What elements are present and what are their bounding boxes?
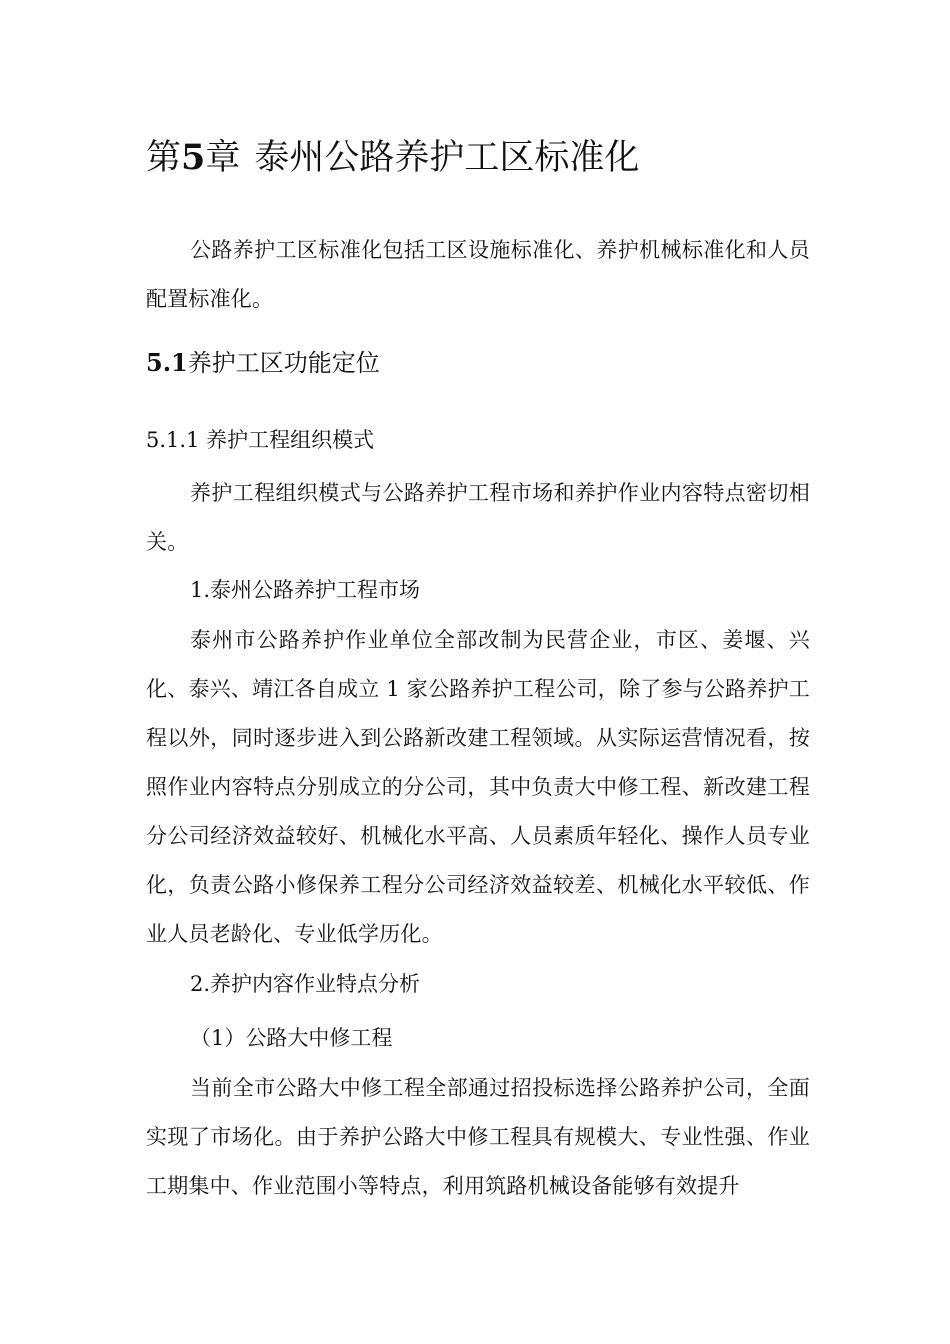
item-heading-analysis: 2.养护内容作业特点分析	[190, 972, 421, 996]
section-number: 5.1	[146, 348, 188, 377]
chapter-prefix: 第	[146, 138, 182, 178]
chapter-title	[146, 134, 639, 182]
paragraph-market: 泰州市公路养护作业单位全部改制为民营企业，市区、姜堰、兴化、泰兴、靖江各自成立 1 家公路养护工程公司，除了参与公路养护工程以外，同时逐步进入到公路新改建工程领域。从实际运营情况看，按照作业内容特点分别成立的分公司，其中负责大中修工程、新改建工程分公司经济效益较好、机械化水平高、人员素质年轻化、操作人员专业化，负责公路小修保养工程分公司经济效益较差、机械化水平较低、作业人员老龄化、专业低学历化。	[146, 628, 810, 946]
section-heading	[146, 343, 380, 383]
chapter-title-text: 泰州公路养护工区标准化	[254, 138, 640, 178]
paragraph-organization-mode: 养护工程组织模式与公路养护工程市场和养护作业内容特点密切相关。	[146, 481, 810, 554]
subsection-heading: 5.1.1 养护工程组织模式	[146, 428, 375, 452]
item-heading-major-repair: （1）公路大中修工程	[190, 1026, 393, 1050]
paragraph-major-repair: 当前全市公路大中修工程全部通过招投标选择公路养护公司，全面实现了市场化。由于养护公路大中修工程具有规模大、专业性强、作业工期集中、作业范围小等特点，利用筑路机械设备能够有效提升	[146, 1076, 810, 1198]
chapter-suffix: 章	[205, 138, 241, 178]
intro-paragraph: 公路养护工区标准化包括工区设施标准化、养护机械标准化和人员配置标准化。	[146, 238, 810, 311]
section-title: 养护工区功能定位	[187, 349, 380, 377]
chapter-number: 5	[181, 137, 206, 178]
item-heading-market: 1.泰州公路养护工程市场	[190, 578, 421, 602]
